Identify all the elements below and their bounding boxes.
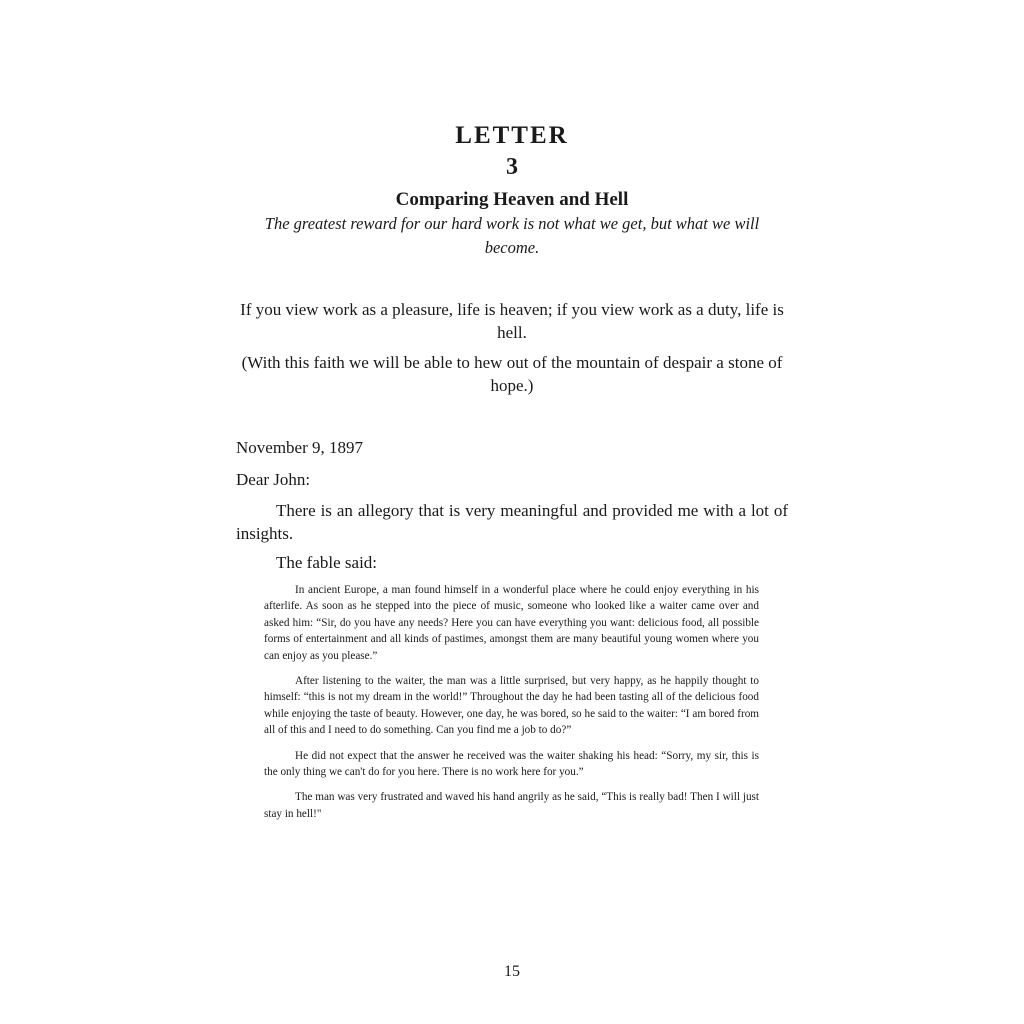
fable-paragraph: In ancient Europe, a man found himself in a wonderful place where he could enjoy everything in his afterlife. As soon as he stepped into the piece of music, someone who looked like a waiter came over and asked him: “Sir, do you have any needs? Here you can have everything you want: delicious food, all possible forms of entertainment and all kinds of pastimes, amongst them are many beautiful young women where you can enjoy as you please.” [264, 584, 759, 662]
fable-intro: The fable said: [276, 553, 378, 572]
fable-paragraph: The man was very frustrated and waved his hand angrily as he said, “This is really bad! Then I will just stay in hell!" [264, 791, 759, 820]
fable-paragraph: After listening to the waiter, the man was a little surprised, but very happy, as he happily thought to himself: “this is not my dream in the world!” Throughout the day he had been tasting all of the delicious food while enjoying the taste of beauty. However, one day, he was bored, so he said to the waiter: “I am bored from all of this and I need to do something. Can you find me a job to do?” [264, 675, 759, 737]
chapter-title: Comparing Heaven and Hell [395, 189, 629, 210]
fable-paragraph: He did not expect that the answer he received was the waiter shaking his head: “Sorry, my sir, this is the only thing we can't do for you here. There is no work here for you.” [264, 749, 759, 779]
letter-label: LETTER [455, 122, 569, 149]
letter-date: November 9, 1897 [236, 438, 364, 457]
quote-stone-of-hope: (With this faith we will be able to hew out of the mountain of despair a stone of hope.) [241, 353, 783, 395]
fable-block [264, 582, 759, 831]
letter-intro-paragraph: There is an allegory that is very meaningful and provided me with a lot of insights. [236, 501, 788, 543]
quote-work-pleasure: If you view work as a pleasure, life is heaven; if you view work as a duty, life is hell. [240, 300, 784, 342]
epigraph: The greatest reward for our hard work is not what we get, but what we will become. [264, 214, 760, 257]
letter-number: 3 [506, 154, 518, 180]
page-number: 15 [504, 963, 520, 980]
letter-salutation: Dear John: [236, 470, 311, 489]
